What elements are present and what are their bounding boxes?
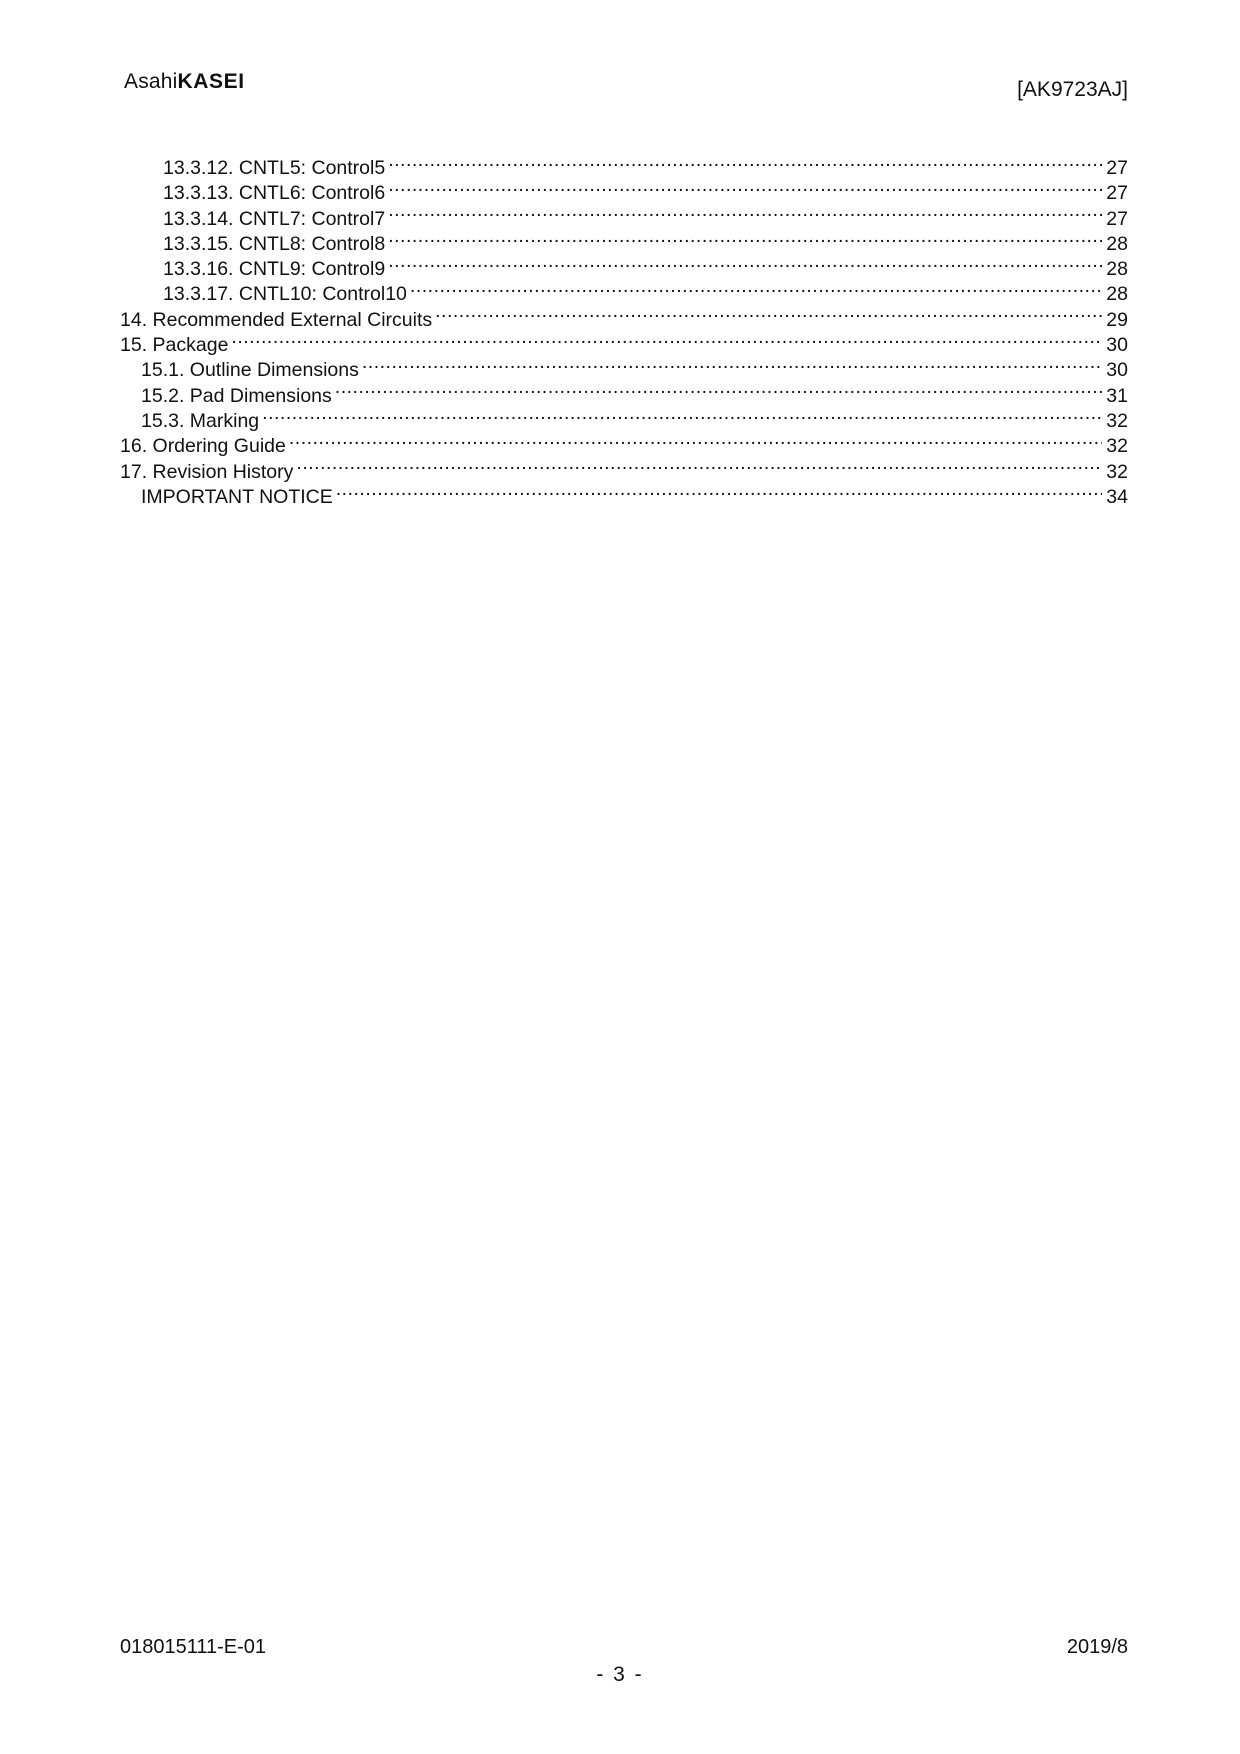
toc-entry-page: 34 — [1106, 485, 1128, 508]
toc-entry-page: 32 — [1106, 435, 1128, 458]
toc-dot-leader — [388, 200, 1102, 225]
footer-document-number: 018015111-E-01 — [120, 1636, 267, 1658]
toc-dot-leader — [335, 377, 1103, 402]
toc-dot-leader — [388, 225, 1102, 250]
toc-dot-leader — [289, 427, 1102, 452]
page-number: - 3 - — [596, 1663, 644, 1686]
toc-entry-page: 32 — [1106, 409, 1128, 432]
toc-entry-page: 29 — [1106, 308, 1128, 331]
toc-dot-leader — [388, 149, 1102, 174]
toc-entry-page: 28 — [1106, 283, 1128, 306]
toc-entry-page: 27 — [1106, 182, 1128, 205]
toc-entry[interactable] — [120, 351, 1128, 382]
toc-entry-label: 13.3.13. CNTL6: Control6 — [163, 182, 386, 205]
toc-dot-leader — [435, 301, 1102, 326]
toc-entry-label: 13.3.15. CNTL8: Control8 — [163, 232, 386, 255]
toc-entry-label: IMPORTANT NOTICE — [141, 485, 333, 508]
toc-dot-leader — [388, 174, 1102, 199]
toc-entry-label: 13.3.16. CNTL9: Control9 — [163, 258, 386, 281]
footer-date: 2019/8 — [1066, 1636, 1128, 1658]
toc-dot-leader — [231, 326, 1102, 351]
toc-entry[interactable] — [120, 326, 1128, 357]
toc-entry-label: 15.2. Pad Dimensions — [141, 384, 332, 407]
toc-dot-leader — [262, 402, 1102, 427]
toc-entry-page: 28 — [1106, 232, 1128, 255]
toc-entry[interactable] — [120, 149, 1128, 179]
toc-entry-page: 30 — [1106, 359, 1128, 382]
toc-entry-page: 28 — [1106, 258, 1128, 281]
toc-entry-page: 30 — [1106, 334, 1128, 357]
toc-entry-label: 15. Package — [120, 334, 229, 357]
toc-entry[interactable] — [120, 402, 1128, 432]
toc-entry-label: 13.3.12. CNTL5: Control5 — [163, 157, 386, 179]
toc-entry-label: 15.3. Marking — [141, 409, 260, 432]
toc-dot-leader — [410, 275, 1102, 300]
toc-entry-label: 17. Revision History — [120, 460, 294, 483]
document-id: [AK9723AJ] — [1017, 78, 1128, 101]
toc-entry-label: 13.3.17. CNTL10: Control10 — [163, 283, 407, 306]
toc-entry-label: 16. Ordering Guide — [120, 435, 286, 458]
toc-entry-page: 27 — [1106, 207, 1128, 230]
toc-entry-page: 32 — [1106, 460, 1128, 483]
toc-dot-leader — [336, 478, 1103, 503]
company-logo — [124, 70, 245, 94]
toc-entry-label: 14. Recommended External Circuits — [120, 308, 433, 331]
toc-entry-page: 31 — [1106, 384, 1128, 407]
toc-dot-leader — [388, 250, 1102, 275]
toc-entry-label: 13.3.14. CNTL7: Control7 — [163, 207, 386, 230]
toc-dot-leader — [296, 453, 1102, 478]
toc-entry-page: 27 — [1106, 157, 1128, 179]
toc-entry-label: 15.1. Outline Dimensions — [141, 359, 359, 382]
toc-entry[interactable] — [120, 427, 1128, 458]
table-of-contents — [120, 149, 1128, 508]
logo-text-kasei: KASEI — [177, 70, 245, 93]
toc-dot-leader — [362, 351, 1102, 376]
logo-text-asahi: Asahi — [124, 70, 178, 93]
